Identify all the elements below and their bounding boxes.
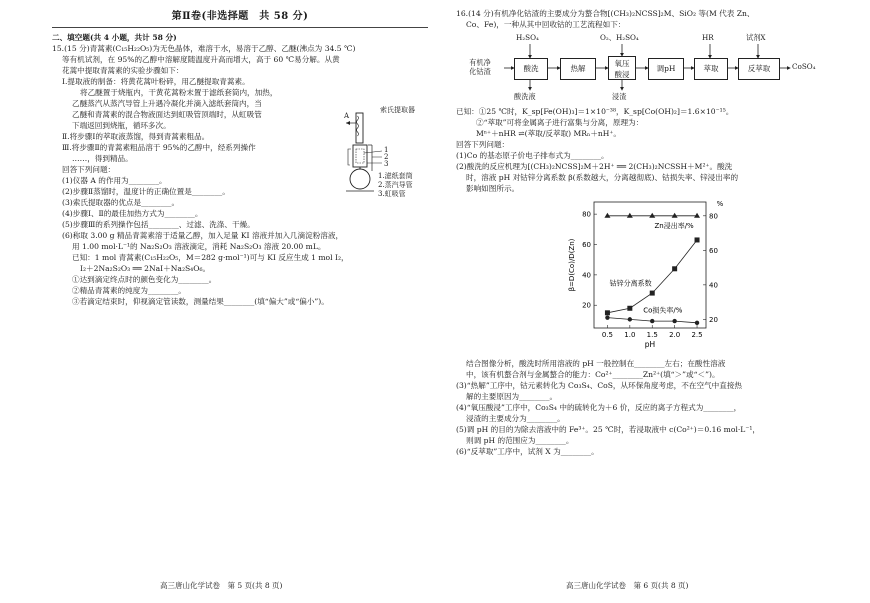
y-right-tick-label: 40 bbox=[709, 281, 718, 290]
data-point-circle bbox=[605, 315, 609, 319]
chart-svg bbox=[566, 196, 736, 356]
y-left-tick-label: 20 bbox=[582, 301, 591, 310]
q15-line: 用 1.00 mol·L⁻¹的 Na₂S₂O₃ 溶液滴定，消耗 Na₂S₂O₃ 溶液 20.00 mL。 bbox=[72, 241, 326, 251]
flow-step-extraction: 萃取 bbox=[694, 58, 728, 80]
data-point-triangle bbox=[672, 213, 678, 218]
soxhlet-apparatus bbox=[344, 105, 428, 198]
flow-step-back-extraction: 反萃取 bbox=[738, 58, 780, 80]
y-left-tick-label: 40 bbox=[582, 271, 591, 280]
q16-question: 中，该有机螯合剂与金属螯合的能力：Co²⁺________Zn²⁺(填“＞”或“＜”)。 bbox=[466, 370, 720, 379]
section-title: 第Ⅱ卷(非选择题 共 58 分) bbox=[171, 11, 309, 22]
q15-line: Ⅰ.提取液的制备：将黄花蒿叶粉碎，用乙醚提取青蒿素。 bbox=[62, 76, 250, 86]
flow-step-adjust-ph: 调pH bbox=[648, 58, 684, 80]
data-point-square bbox=[627, 306, 632, 311]
process-flow-diagram bbox=[456, 32, 832, 104]
x-tick-label: 2.0 bbox=[669, 331, 681, 339]
flow-reagent-h2so4: H₂SO₄ bbox=[516, 33, 539, 42]
q15-line: ②精品青蒿素的纯度为________。 bbox=[72, 285, 186, 295]
q15-line: 花蒿中提取青蒿素的实验步骤如下： bbox=[62, 65, 184, 75]
q16-question: (6)“反萃取”工序中，试剂 X 为________。 bbox=[456, 447, 599, 456]
data-point-triangle bbox=[649, 213, 655, 218]
data-point-square bbox=[672, 266, 677, 271]
q15-line: (4)步骤Ⅰ、Ⅱ的最佳加热方式为________。 bbox=[62, 208, 203, 218]
series-label: Co损失率/% bbox=[643, 306, 683, 315]
q15-line: (1)仪器 A 的作用为________。 bbox=[62, 175, 167, 185]
series-label: 钴锌分离系数 bbox=[609, 279, 652, 288]
data-point-circle bbox=[695, 321, 699, 325]
series-label: Zn浸出率/% bbox=[654, 221, 694, 230]
y-right-tick-label: 80 bbox=[709, 212, 718, 221]
x-tick-label: 1.5 bbox=[646, 331, 658, 339]
q15-line: (2)步骤Ⅱ蒸馏时，温度计的正确位置是________。 bbox=[62, 186, 230, 196]
data-point-square bbox=[695, 237, 700, 242]
y-left-axis-label: β=D(Co)/D(Zn) bbox=[568, 238, 576, 292]
q15-line: 乙醚蒸汽从蒸汽导管上升遇冷凝化并滴入滤纸套筒内，当 bbox=[72, 98, 262, 108]
q15-line: ③若滴定结束时，仰视滴定管读数，测量结果________(填“偏大”或“偏小”)。 bbox=[72, 296, 329, 306]
q15-line: 乙醚和青蒿素的混合物液面达到虹吸管顶端时，从虹吸管 bbox=[72, 109, 262, 119]
data-point-square bbox=[650, 291, 655, 296]
q15-line: 等有机试剂，在 95%的乙醇中溶解度随温度升高而增大，高于 60 ℃易分解。从黄 bbox=[62, 54, 340, 64]
q16-intro: Co、Fe)，一种从其中回收钴的工艺流程如下： bbox=[466, 20, 626, 29]
flow-reagent-o2-h2so4: O₂、H₂SO₄ bbox=[600, 33, 639, 42]
q16-intro: 16.(14 分)有机净化钴渣的主要成分为螯合物[(CH₃)₂NCSS]₂M、SiO₂ 等(M 代表 Zn、 bbox=[456, 9, 755, 18]
x-axis-label: pH bbox=[644, 340, 656, 349]
apparatus-number-3: 3 bbox=[384, 159, 389, 168]
q16-known: Mⁿ⁺＋nHR ⇌(萃取/反萃取) MRₙ＋nH⁺。 bbox=[476, 129, 622, 138]
apparatus-number-2: 2 bbox=[384, 152, 389, 161]
q15-line: (3)索氏提取器的优点是________。 bbox=[62, 197, 180, 207]
x-tick-label: 2.5 bbox=[691, 331, 703, 339]
flow-output-residue: 浸渣 bbox=[612, 92, 627, 101]
y-right-tick-label: 60 bbox=[709, 246, 718, 255]
q16-question: (4)“氧压酸浸”工序中，Co₃S₄ 中的硫转化为＋6 价，反应的离子方程式为________， bbox=[456, 403, 742, 412]
x-tick-label: 0.5 bbox=[601, 331, 614, 339]
q16-question: (1)Co 的基态原子价电子排布式为________。 bbox=[456, 151, 609, 160]
footer-left: 高三唐山化学试卷 第 5 页(共 8 页) bbox=[160, 581, 283, 590]
flow-start-label: 有机净 化钴渣 bbox=[469, 58, 491, 77]
y-right-tick-label: 20 bbox=[709, 315, 718, 324]
data-point-triangle bbox=[627, 213, 633, 218]
flow-end-label: CoSO₄ bbox=[792, 62, 816, 71]
q15-line: I₂＋2Na₂S₂O₃ ══ 2NaI＋Na₂S₄O₆。 bbox=[80, 263, 211, 273]
apparatus-label-a: A bbox=[344, 111, 350, 120]
q16-question: (5)调 pH 的目的为除去溶液中的 Fe³⁺。25 ℃时，若浸取液中 c(Co²⁺)＝0.16 mol·L⁻¹， bbox=[456, 425, 760, 434]
q15-line: 已知：1 mol 青蒿素(C₁₅H₂₂O₅，M＝282 g·mol⁻¹)可与 KI 反应生成 1 mol I₂， bbox=[72, 252, 349, 262]
q16-known: 已知：①25 ℃时，K_sp[Fe(OH)₃]＝1×10⁻³⁸，K_sp[Co(OH)₂]＝1.6×10⁻¹⁵。 bbox=[456, 107, 734, 116]
flow-step-acid-wash: 酸洗 bbox=[514, 58, 548, 80]
data-point-circle bbox=[650, 319, 654, 323]
flow-step-pressure-leach: 氧压 酸浸 bbox=[608, 56, 636, 80]
q16-question: 浸渣的主要成分为________。 bbox=[466, 414, 565, 423]
q15-line: ①达到滴定终点时的颜色变化为________。 bbox=[72, 274, 217, 284]
q15-line: (5)步骤Ⅲ的系列操作包括________、过滤、洗涤、干燥。 bbox=[62, 219, 255, 229]
q15-line: 下端返回到烧瓶，循环多次。 bbox=[72, 120, 171, 130]
question-15 bbox=[52, 43, 428, 307]
apparatus-legend-3: 3.虹吸管 bbox=[378, 189, 406, 198]
y-right-axis-label: % bbox=[716, 200, 724, 208]
y-left-tick-label: 60 bbox=[582, 241, 591, 250]
x-tick-label: 1.0 bbox=[624, 331, 636, 339]
data-point-circle bbox=[672, 319, 676, 323]
q16-question: 时，溶液 pH 对钴锌分离系数 β(系数越大，分离越彻底)、钴损失率、锌浸出率的 bbox=[466, 173, 739, 182]
series-line bbox=[607, 240, 697, 313]
q15-line: 回答下列问题： bbox=[62, 164, 116, 174]
q16-question: 结合图像分析，酸洗时所用溶液的 pH 一般控制在________左右；在酸性溶液 bbox=[466, 359, 726, 368]
apparatus-legend-2: 2.蒸汽导管 bbox=[378, 180, 413, 189]
q16-question: 解的主要原因为________。 bbox=[466, 392, 558, 401]
right-column bbox=[456, 8, 832, 457]
part-title: 二、填空题(共 4 小题，共计 58 分) bbox=[52, 32, 177, 42]
y-left-tick-label: 80 bbox=[582, 210, 591, 219]
apparatus-number-1: 1 bbox=[384, 145, 389, 154]
data-point-triangle bbox=[694, 213, 700, 218]
q16-known: ②“萃取”可将金属离子进行富集与分离，原理为： bbox=[476, 118, 644, 127]
q16-question: 则调 pH 的范围应为________。 bbox=[466, 436, 574, 445]
q16-question: (2)酸洗的反应机理为[(CH₃)₂NCSS]₂M＋2H⁺ ══ 2(CH₃)₂NCSSH＋M²⁺。酸洗 bbox=[456, 162, 733, 171]
ph-effect-chart bbox=[456, 196, 832, 356]
left-column bbox=[52, 8, 428, 307]
q15-line: Ⅱ.将步骤Ⅰ的萃取液蒸馏，得到青蒿素粗品。 bbox=[62, 131, 210, 141]
data-point-square bbox=[605, 310, 610, 315]
flow-output-wash-liquid: 酸洗液 bbox=[514, 92, 536, 101]
q16-question: 回答下列问题： bbox=[456, 140, 510, 149]
flow-step-pyrolysis: 热解 bbox=[560, 58, 596, 80]
data-point-triangle bbox=[604, 213, 610, 218]
q15-line: ……，得到精品。 bbox=[72, 153, 133, 163]
q15-line: 将乙醚置于烧瓶内，干黄花蒿粉末置于滤纸套筒内，加热， bbox=[80, 87, 278, 97]
apparatus-legend-1: 1.滤纸套筒 bbox=[378, 171, 413, 180]
divider bbox=[52, 27, 428, 28]
footer-right: 高三唐山化学试卷 第 6 页(共 8 页) bbox=[566, 581, 689, 590]
q15-line: (6)称取 3.00 g 精品青蒿素溶于适量乙醇，加入足量 KI 溶液并加入几滴淀粉溶液， bbox=[62, 230, 344, 240]
apparatus-title: 索氏提取器 bbox=[380, 105, 415, 114]
q15-line: Ⅲ.将步骤Ⅱ的青蒿素粗品溶于 95%的乙醇中，经系列操作 bbox=[62, 142, 256, 152]
q16-question: 影响如图所示。 bbox=[466, 184, 520, 193]
data-point-circle bbox=[628, 317, 632, 321]
flow-reagent-hr: HR bbox=[702, 33, 714, 42]
flow-reagent-x: 试剂X bbox=[746, 33, 766, 42]
q16-question: (3)“热解”工序中，钴元素转化为 Co₃S₄、CoS，从环保角度考虑，不在空气中直接热 bbox=[456, 381, 743, 390]
q15-line: 15.(15 分)青蒿素(C₁₅H₂₂O₅)为无色晶体，难溶于水，易溶于乙醇、乙醚(沸点为 34.5 ℃) bbox=[52, 43, 356, 53]
